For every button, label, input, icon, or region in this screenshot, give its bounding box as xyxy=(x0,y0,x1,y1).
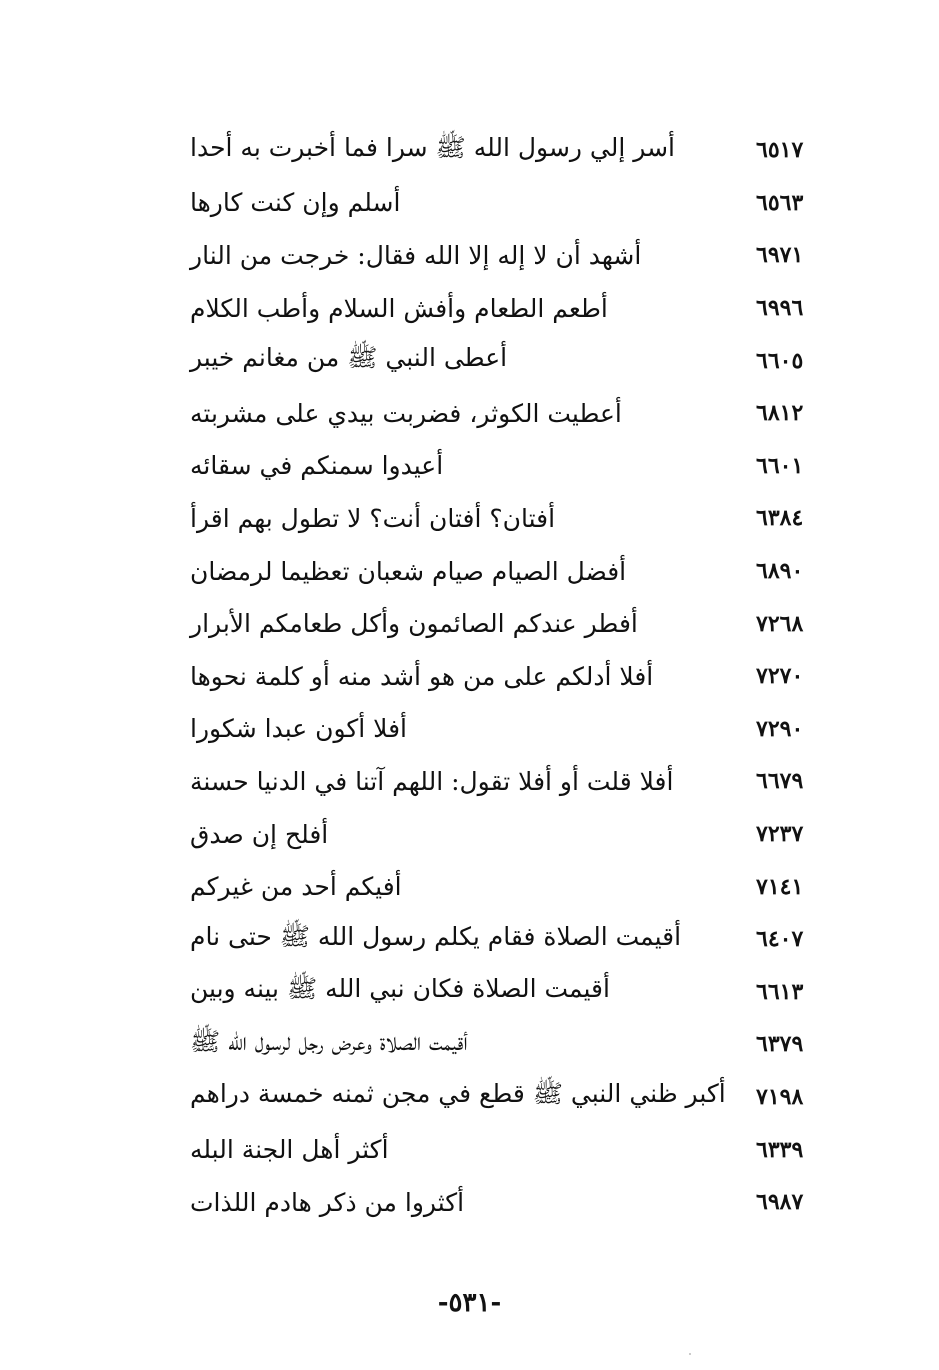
index-entry xyxy=(190,124,826,177)
index-entry xyxy=(190,860,826,913)
entry-text: أفيكم أحد من غيركم xyxy=(190,872,402,902)
page-number xyxy=(0,1288,939,1318)
hadith-index-list xyxy=(190,124,826,1228)
entry-number: ٦٦١٣ xyxy=(756,978,804,1005)
entry-text: أكثر أهل الجنة البله xyxy=(190,1135,389,1165)
index-entry xyxy=(190,492,826,545)
index-entry xyxy=(190,913,826,966)
index-entry xyxy=(190,282,826,335)
entry-text: أطعم الطعام وأفش السلام وأطب الكلام xyxy=(190,293,608,323)
index-entry xyxy=(190,597,826,650)
entry-text: أفلا أدلكم على من هو أشد منه أو كلمة نحوها xyxy=(190,661,654,691)
index-entry xyxy=(190,177,826,230)
index-entry xyxy=(190,387,826,440)
entry-number: ٧٢٩٠ xyxy=(756,715,804,742)
page-number-text: -٥٣١- xyxy=(437,1288,502,1318)
entry-number: ٦٦٧٩ xyxy=(756,768,804,795)
index-entry xyxy=(190,334,826,387)
index-entry xyxy=(190,229,826,282)
entry-number: ٧٢٦٨ xyxy=(756,610,804,637)
entry-number: ٦٣٨٤ xyxy=(756,505,804,532)
entry-number: ٦٣٣٩ xyxy=(756,1136,804,1163)
entry-text: أكثروا من ذكر هادم اللذات xyxy=(190,1187,465,1217)
index-entry xyxy=(190,1071,826,1124)
index-entry xyxy=(190,440,826,493)
index-entry xyxy=(190,1123,826,1176)
entry-text: أقيمت الصلاة فقام يكلم رسول الله ﷺ حتى نام xyxy=(190,921,682,951)
entry-number: ٧٢٣٧ xyxy=(756,821,804,848)
entry-number: ٦٤٠٧ xyxy=(756,926,804,953)
index-entry xyxy=(190,1176,826,1229)
entry-text: أفلا قلت أو أفلا تقول: اللهم آتنا في الدنيا حسنة xyxy=(190,766,674,796)
index-entry xyxy=(190,545,826,598)
entry-text: أفلا أكون عبدا شكورا xyxy=(190,714,407,744)
index-entry xyxy=(190,808,826,861)
index-entry xyxy=(190,703,826,756)
entry-text: أعيدوا سمنكم في سقائه xyxy=(190,451,444,481)
entry-text: أشهد أن لا إله إلا الله فقال: خرجت من النار xyxy=(190,240,642,270)
entry-text: أفلح إن صدق xyxy=(190,819,329,849)
entry-number: ٦٣٧٩ xyxy=(756,1031,804,1058)
entry-text: أكبر ظني النبي ﷺ قطع في مجن ثمنه خمسة دراهم xyxy=(190,1079,726,1109)
index-entry xyxy=(190,755,826,808)
entry-text: أسر إلي رسول الله ﷺ سرا فما أخبرت به أحدا xyxy=(190,132,675,162)
entry-text: أفضل الصيام صيام شعبان تعظيما لرمضان xyxy=(190,556,627,586)
entry-number: ٦٩٩٦ xyxy=(756,295,804,322)
index-entry xyxy=(190,1018,826,1071)
index-entry xyxy=(190,650,826,703)
scan-speck xyxy=(689,1353,691,1355)
entry-number: ٧١٤١ xyxy=(756,873,804,900)
index-entry xyxy=(190,966,826,1019)
entry-text: أقيمت الصلاة وعرض رجل لرسول الله ﷺ xyxy=(190,1026,468,1056)
entry-number: ٦٥٦٣ xyxy=(756,189,804,216)
entry-number: ٧١٩٨ xyxy=(756,1083,804,1110)
entry-number: ٦٦٠١ xyxy=(756,452,804,479)
entry-text: أفتان؟ أفتان أنت؟ لا تطول بهم اقرأ xyxy=(190,503,556,533)
entry-text: أعطيت الكوثر، فضربت بيدي على مشربته xyxy=(190,398,622,428)
entry-number: ٧٢٧٠ xyxy=(756,663,804,690)
entry-text: أفطر عندكم الصائمون وأكل طعامكم الأبرار xyxy=(190,609,638,639)
entry-number: ٦٨٩٠ xyxy=(756,558,804,585)
entry-text: أسلم وإن كنت كارها xyxy=(190,188,401,218)
entry-text: أعطى النبي ﷺ من مغانم خيبر xyxy=(190,343,508,373)
entry-number: ٦٥١٧ xyxy=(756,137,804,164)
entry-text: أقيمت الصلاة فكان نبي الله ﷺ بينه وبين xyxy=(190,974,610,1004)
entry-number: ٦٩٧١ xyxy=(756,242,804,269)
entry-number: ٦٩٨٧ xyxy=(756,1189,804,1216)
entry-number: ٦٨١٢ xyxy=(756,400,804,427)
entry-number: ٦٦٠٥ xyxy=(756,347,804,374)
